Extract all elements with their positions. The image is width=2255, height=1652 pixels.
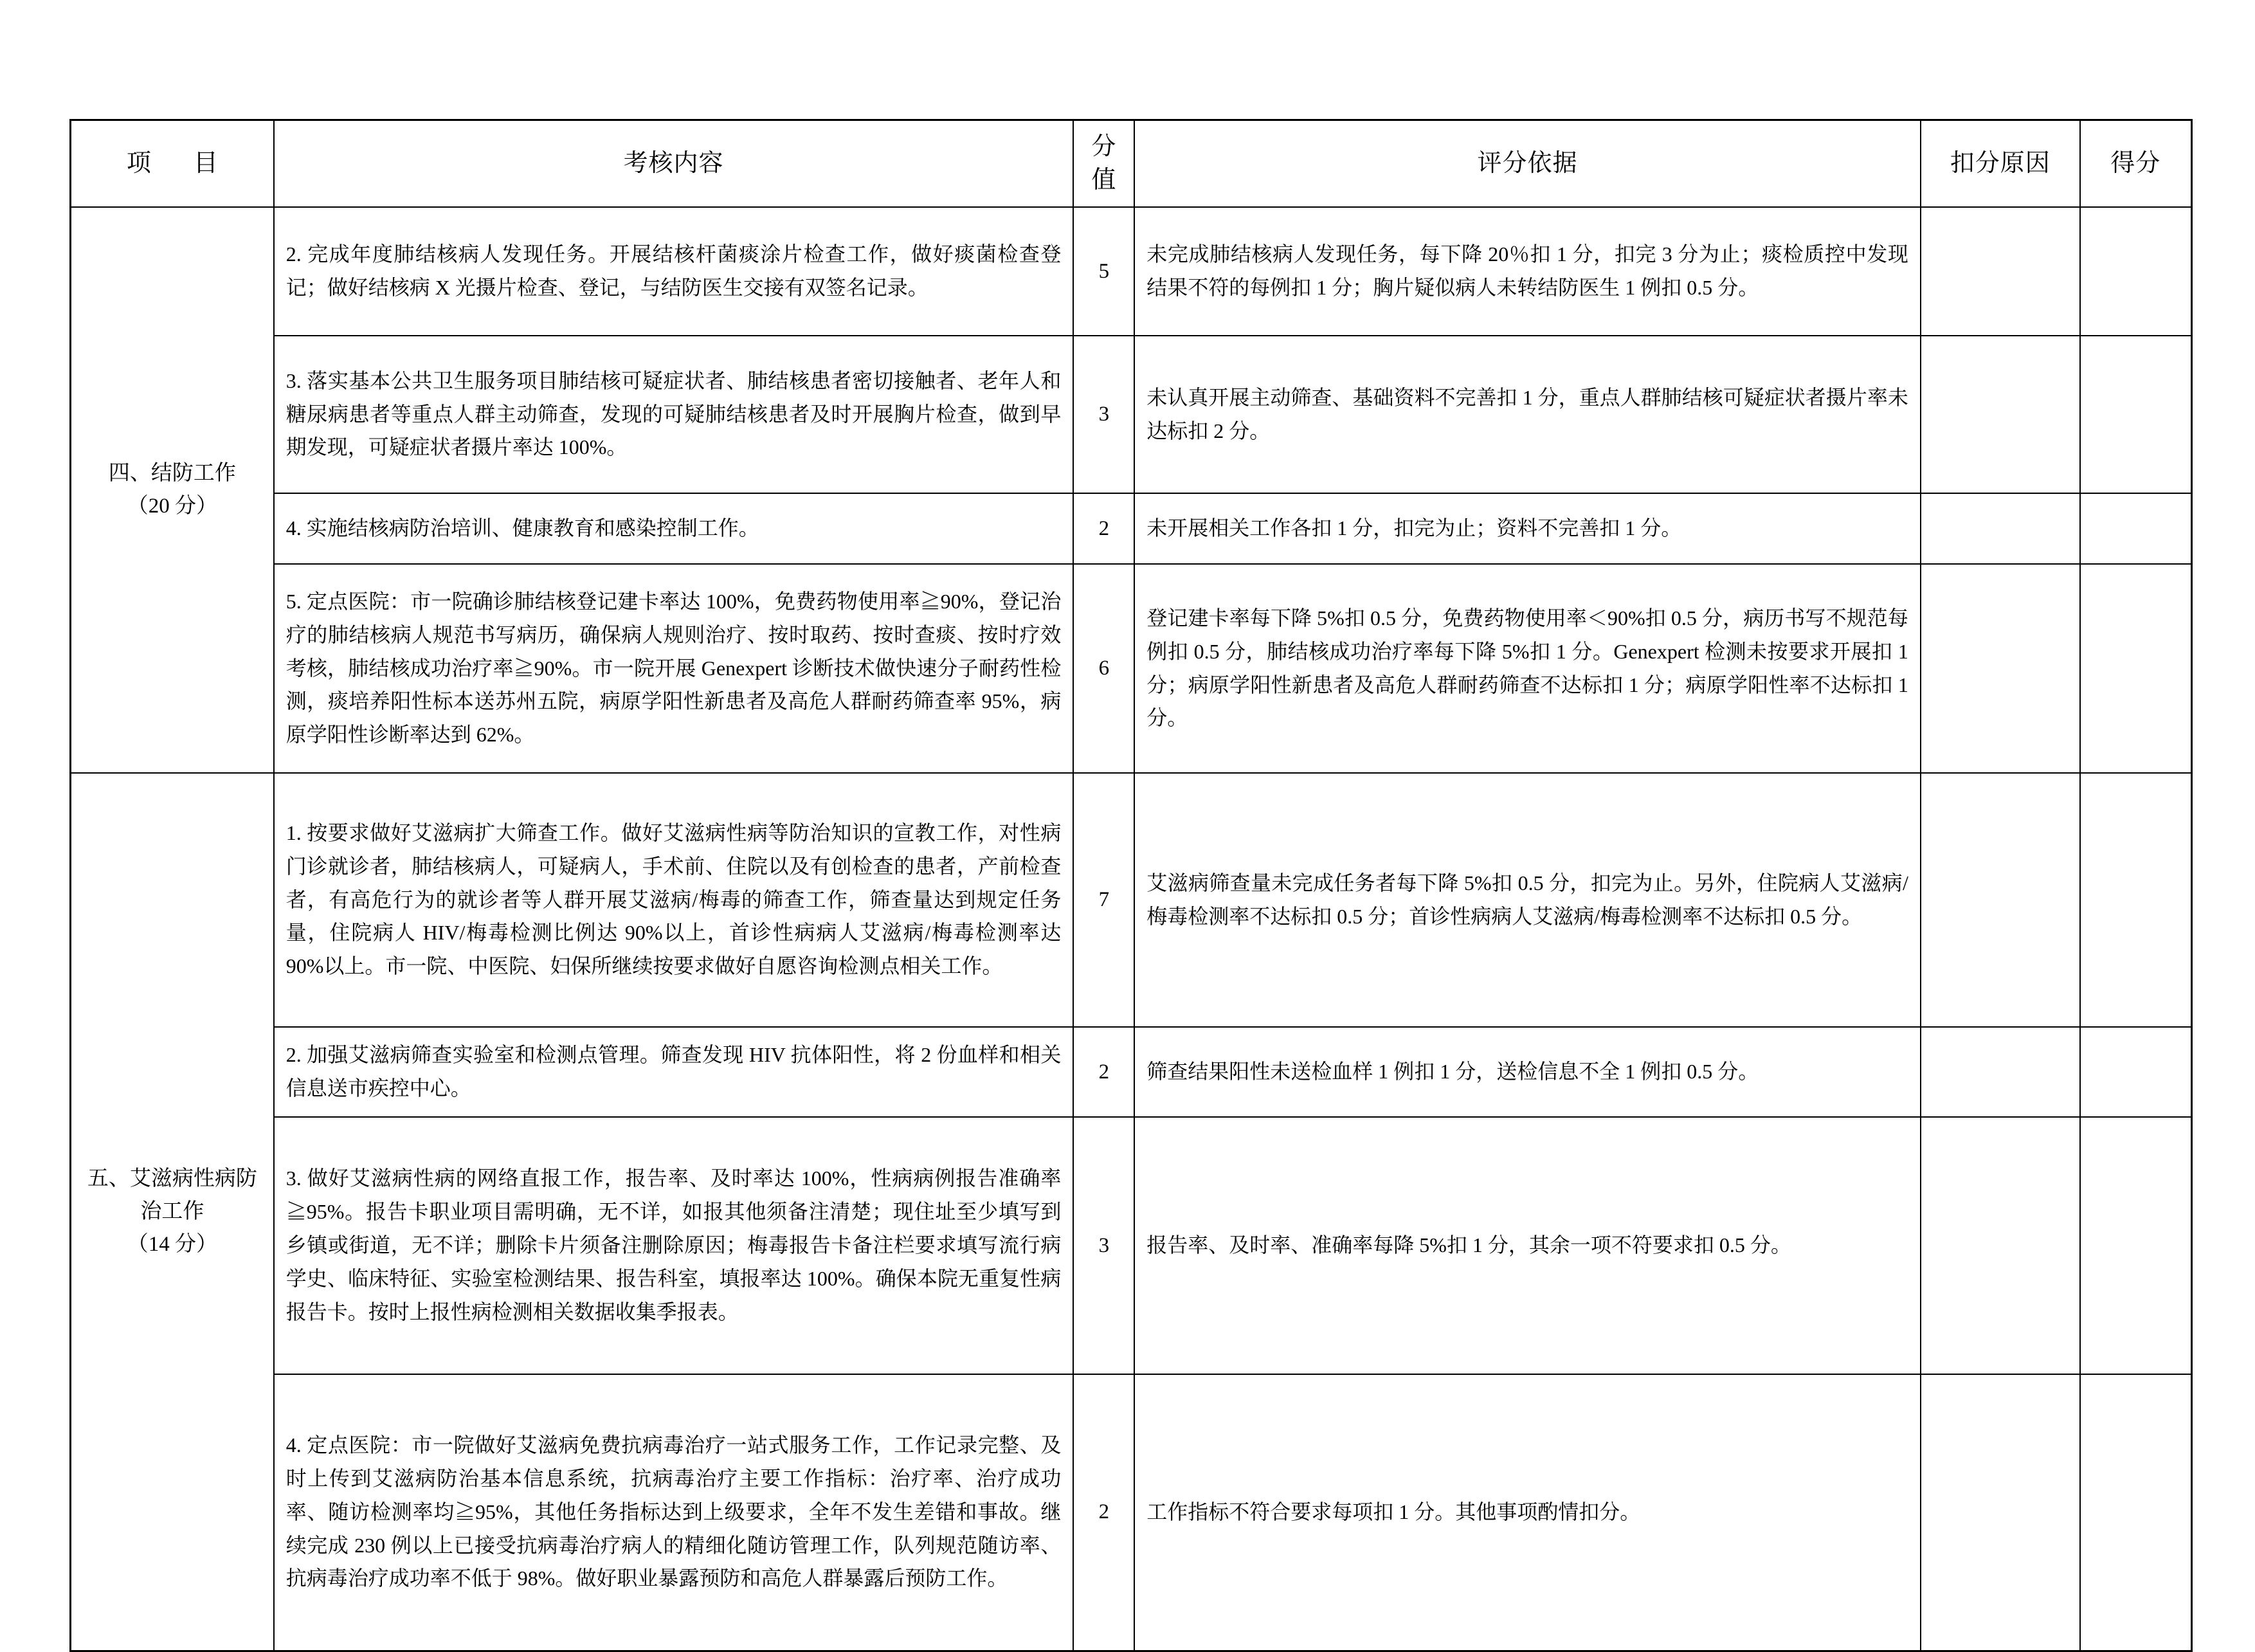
row-basis: 报告率、及时率、准确率每降 5%扣 1 分，其余一项不符要求扣 0.5 分。 [1134,1117,1921,1374]
section-label-line2: （14 分） [127,1232,217,1256]
row-score: 6 [1073,564,1134,773]
row-reason[interactable] [1921,564,2080,773]
row-points[interactable] [2080,1374,2192,1651]
table-header [71,120,2192,208]
header-content: 考核内容 [274,120,1074,208]
row-basis: 未认真开展主动筛查、基础资料不完善扣 1 分，重点人群肺结核可疑症状者摄片率未达标扣 2 分。 [1134,336,1921,493]
row-content: 4. 定点医院：市一院做好艾滋病免费抗病毒治疗一站式服务工作，工作记录完整、及时上传到艾滋病防治基本信息系统，抗病毒治疗主要工作指标：治疗率、治疗成功率、随访检测率均≧95%，其他任务指标达到上级要求，全年不发生差错和事故。继续完成 230 例以上已接受抗病毒治疗病人的精细化随访管理工作，队列规范随访率、抗病毒治疗成功率不低于 98%。做好职业暴露预防和高危人群暴露后预防工作。 [274,1374,1074,1651]
table-row [71,1117,2192,1374]
row-score: 2 [1073,493,1134,564]
row-reason[interactable] [1921,1117,2080,1374]
table-row [71,336,2192,493]
row-content: 2. 加强艾滋病筛查实验室和检测点管理。筛查发现 HIV 抗体阳性，将 2 份血样和相关信息送市疾控中心。 [274,1027,1074,1117]
row-basis: 筛查结果阳性未送检血样 1 例扣 1 分，送检信息不全 1 例扣 0.5 分。 [1134,1027,1921,1117]
row-points[interactable] [2080,1117,2192,1374]
row-reason[interactable] [1921,773,2080,1027]
row-content: 4. 实施结核病防治培训、健康教育和感染控制工作。 [274,493,1074,564]
row-basis: 工作指标不符合要求每项扣 1 分。其他事项酌情扣分。 [1134,1374,1921,1651]
row-score: 7 [1073,773,1134,1027]
header-reason: 扣分原因 [1921,120,2080,208]
row-points[interactable] [2080,207,2192,336]
table-body [71,207,2192,1651]
row-score: 3 [1073,1117,1134,1374]
row-reason[interactable] [1921,207,2080,336]
row-reason[interactable] [1921,493,2080,564]
row-basis: 未开展相关工作各扣 1 分，扣完为止；资料不完善扣 1 分。 [1134,493,1921,564]
header-item: 项 目 [71,120,274,208]
row-points[interactable] [2080,493,2192,564]
row-points[interactable] [2080,336,2192,493]
row-points[interactable] [2080,773,2192,1027]
row-content: 3. 做好艾滋病性病的网络直报工作，报告率、及时率达 100%，性病病例报告准确率≧95%。报告卡职业项目需明确，无不详，如报其他须备注清楚；现住址至少填写到乡镇或街道，无不详；删除卡片须备注删除原因；梅毒报告卡备注栏要求填写流行病学史、临床特征、实验室检测结果、报告科室，填报率达 100%。确保本院无重复性病报告卡。按时上报性病检测相关数据收集季报表。 [274,1117,1074,1374]
row-score: 2 [1073,1027,1134,1117]
row-reason[interactable] [1921,336,2080,493]
row-reason[interactable] [1921,1374,2080,1651]
row-score: 5 [1073,207,1134,336]
header-score: 分值 [1073,120,1134,208]
row-content: 5. 定点医院：市一院确诊肺结核登记建卡率达 100%，免费药物使用率≧90%，登记治疗的肺结核病人规范书写病历，确保病人规则治疗、按时取药、按时查痰、按时疗效考核，肺结核成功治疗率≧90%。市一院开展 Genexpert 诊断技术做快速分子耐药性检测，痰培养阳性标本送苏州五院，病原学阳性新患者及高危人群耐药筛查率 95%，病原学阳性诊断率达到 62%。 [274,564,1074,773]
row-score: 2 [1073,1374,1134,1651]
row-points[interactable] [2080,1027,2192,1117]
section-label-line1: 四、结防工作 [108,461,236,485]
table-row [71,493,2192,564]
table-row [71,1374,2192,1651]
section-label-jiefang [71,207,274,773]
row-points[interactable] [2080,564,2192,773]
row-content: 3. 落实基本公共卫生服务项目肺结核可疑症状者、肺结核患者密切接触者、老年人和糖尿病患者等重点人群主动筛查，发现的可疑肺结核患者及时开展胸片检查，做到早期发现，可疑症状者摄片率达 100%。 [274,336,1074,493]
header-points: 得分 [2080,120,2192,208]
row-basis: 未完成肺结核病人发现任务，每下降 20％扣 1 分，扣完 3 分为止；痰检质控中发现结果不符的每例扣 1 分；胸片疑似病人未转结防医生 1 例扣 0.5 分。 [1134,207,1921,336]
table-row [71,773,2192,1027]
header-basis: 评分依据 [1134,120,1921,208]
row-basis: 登记建卡率每下降 5%扣 0.5 分，免费药物使用率＜90%扣 0.5 分，病历书写不规范每例扣 0.5 分，肺结核成功治疗率每下降 5%扣 1 分。Genexpert 检测未按要求开展扣 1 分；病原学阳性新患者及高危人群耐药筛查不达标扣 1 分；病原学阳性率不达标扣 1 分。 [1134,564,1921,773]
table-row [71,1027,2192,1117]
assessment-table [69,119,2193,1652]
section-label-line2: （20 分） [127,495,217,518]
row-score: 3 [1073,336,1134,493]
table-row [71,564,2192,773]
header-row [71,120,2192,208]
row-content: 2. 完成年度肺结核病人发现任务。开展结核杆菌痰涂片检查工作，做好痰菌检查登记；做好结核病 X 光摄片检查、登记，与结防医生交接有双签名记录。 [274,207,1074,336]
section-label-aids [71,773,274,1651]
table-row [71,207,2192,336]
row-reason[interactable] [1921,1027,2080,1117]
row-content: 1. 按要求做好艾滋病扩大筛查工作。做好艾滋病性病等防治知识的宣教工作，对性病门诊就诊者，肺结核病人，可疑病人，手术前、住院以及有创检查的患者，产前检查者，有高危行为的就诊者等人群开展艾滋病/梅毒的筛查工作，筛查量达到规定任务量，住院病人 HIV/梅毒检测比例达 90%以上，首诊性病病人艾滋病/梅毒检测率达 90%以上。市一院、中医院、妇保所继续按要求做好自愿咨询检测点相关工作。 [274,773,1074,1027]
section-label-line1: 五、艾滋病性病防治工作 [87,1166,257,1223]
row-basis: 艾滋病筛查量未完成任务者每下降 5%扣 0.5 分，扣完为止。另外，住院病人艾滋病/梅毒检测率不达标扣 0.5 分；首诊性病病人艾滋病/梅毒检测率不达标扣 0.5 分。 [1134,773,1921,1027]
